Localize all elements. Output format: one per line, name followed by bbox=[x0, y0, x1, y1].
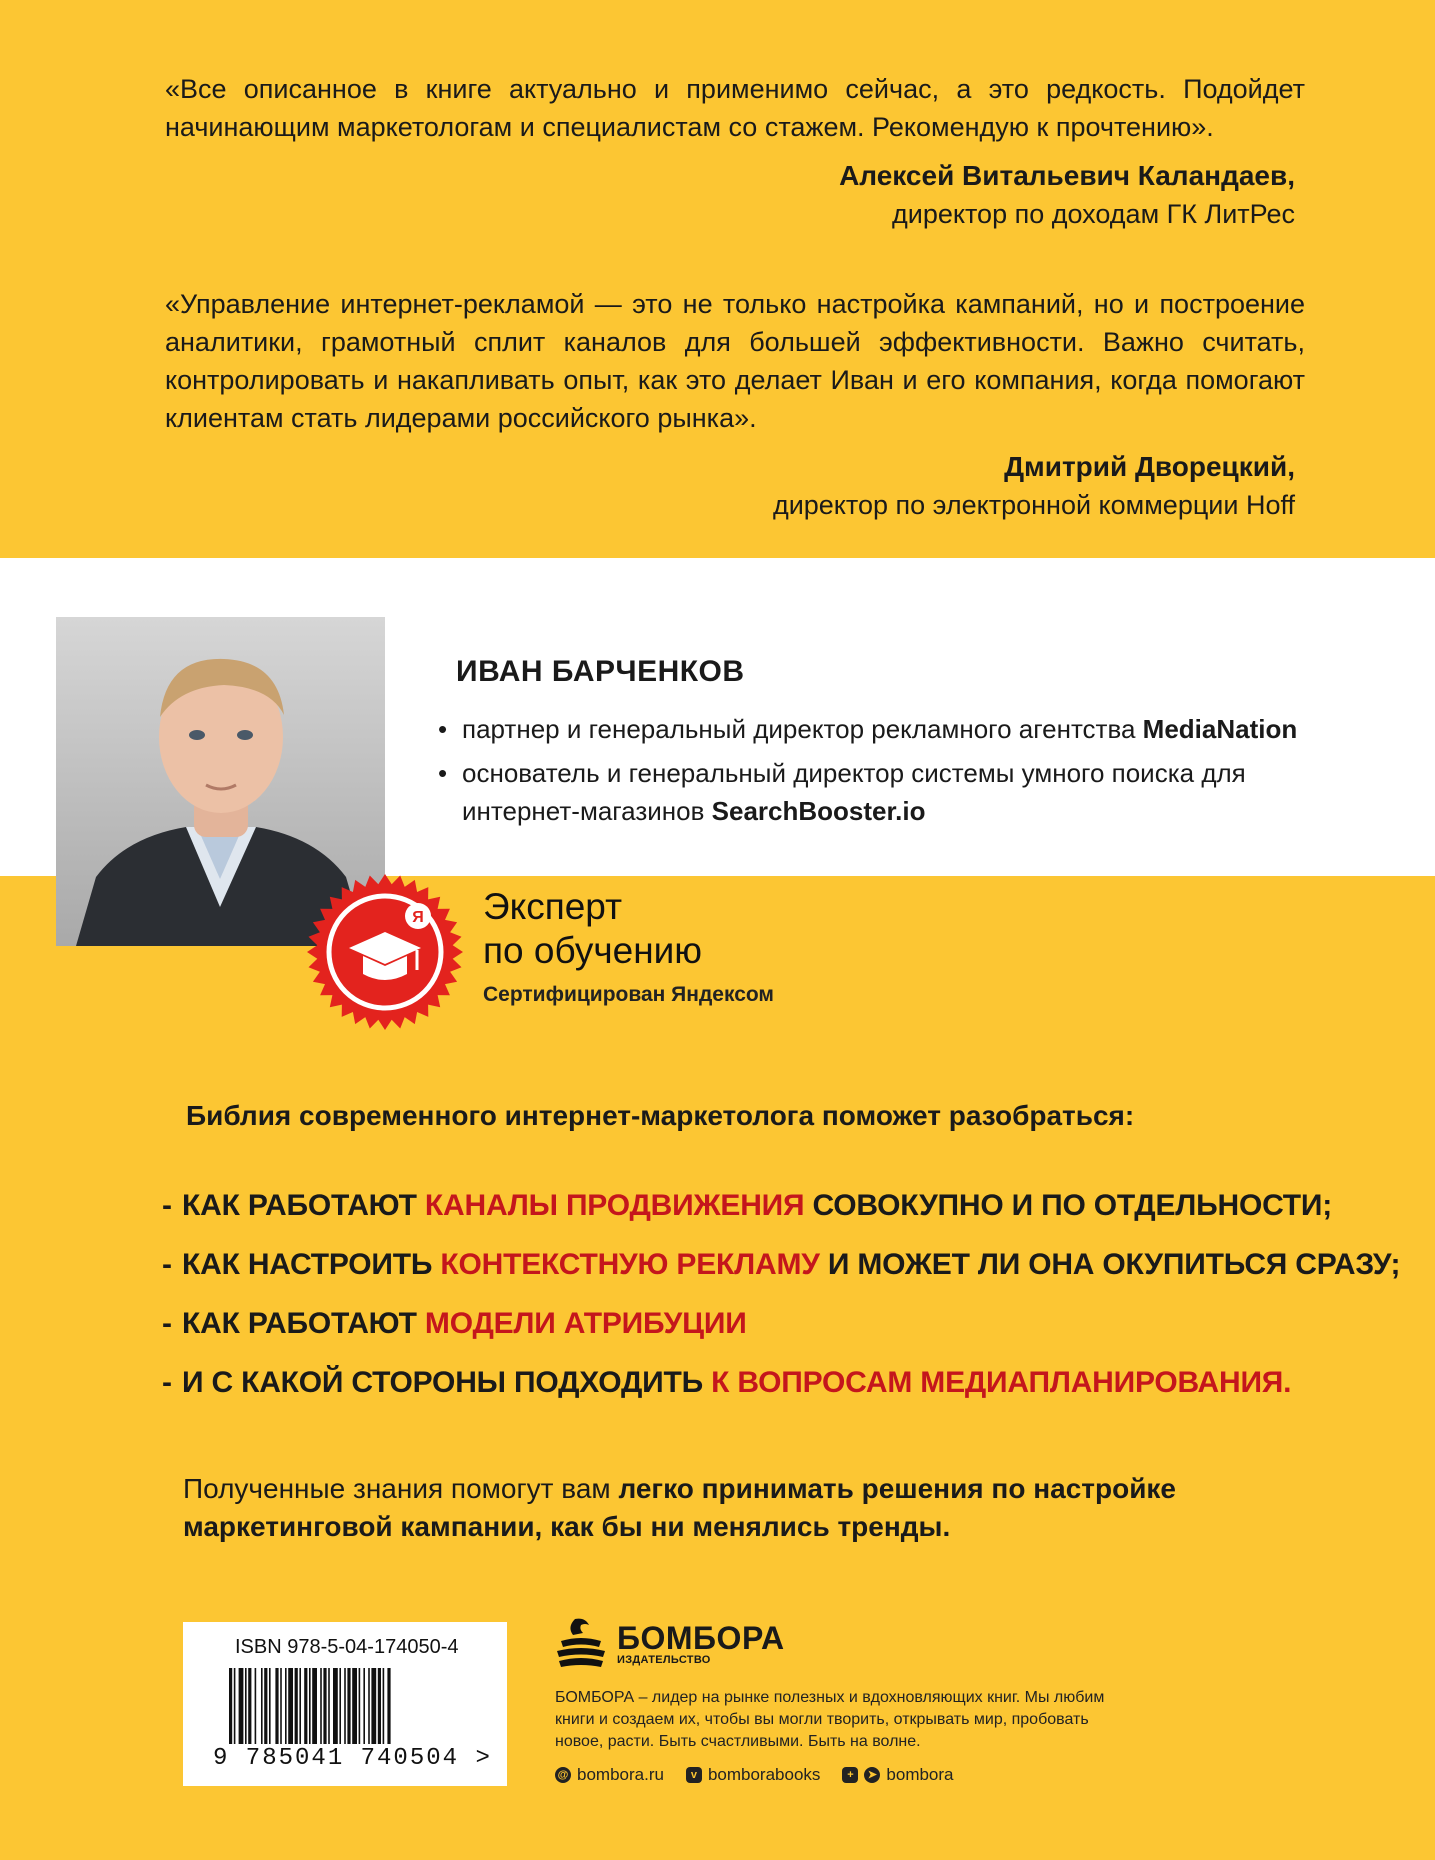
expert-title-line-1: Эксперт bbox=[483, 886, 623, 927]
bullets-intro: Библия современного интернет-маркетолога поможет разобраться: bbox=[186, 1100, 1135, 1131]
plus-icon: + bbox=[842, 1767, 858, 1783]
globe-icon: @ bbox=[555, 1767, 571, 1783]
quote-2-attribution bbox=[165, 447, 1305, 523]
publisher-links bbox=[555, 1765, 1115, 1785]
author-bullets bbox=[438, 710, 1338, 830]
barcode-icon bbox=[229, 1668, 461, 1744]
expert-certified: Сертифицирован Яндексом bbox=[483, 983, 774, 1006]
publisher-subtitle: ИЗДАТЕЛЬСТВО bbox=[617, 1654, 711, 1666]
quote-1-author: Алексей Витальевич Каландаев, bbox=[839, 160, 1295, 191]
bombora-logo-icon bbox=[555, 1617, 607, 1671]
topics-list bbox=[162, 1186, 1402, 1422]
brand-searchbooster: SearchBooster.io bbox=[711, 796, 926, 826]
topic-highlight: КОНТЕКСТНУЮ РЕКЛАМУ bbox=[440, 1248, 820, 1281]
topic-item: - КАК РАБОТАЮТ КАНАЛЫ ПРОДВИЖЕНИЯ СОВОКУПНО И ПО ОТДЕЛЬНОСТИ; bbox=[162, 1189, 1333, 1222]
topic-item: - КАК РАБОТАЮТ МОДЕЛИ АТРИБУЦИИ bbox=[162, 1307, 747, 1340]
yandex-expert-seal-icon bbox=[305, 872, 465, 1032]
quote-2 bbox=[165, 285, 1305, 523]
quote-1 bbox=[165, 70, 1305, 232]
quote-1-attribution bbox=[165, 156, 1305, 232]
vk-icon: v bbox=[686, 1767, 702, 1783]
website-link[interactable]: @ bombora.ru bbox=[555, 1765, 664, 1785]
topic-highlight: КАНАЛЫ ПРОДВИЖЕНИЯ bbox=[424, 1189, 805, 1222]
barcode-digits: 9 785041 740504 > bbox=[213, 1745, 492, 1772]
outro-text: Полученные знания помогут вам легко принимать решения по настройке маркетинговой кампании, как бы ни менялись тренды. bbox=[183, 1473, 1176, 1542]
author-bullet-1: • партнер и генеральный директор рекламного агентства MediaNation bbox=[438, 710, 1338, 748]
author-bullet-2: • основатель и генеральный директор системы умного поиска для интернет-магазинов SearchBooster.io bbox=[438, 754, 1338, 830]
quote-2-role: директор по электронной коммерции Hoff bbox=[772, 490, 1295, 520]
telegram-link[interactable]: + ➤ bombora bbox=[842, 1765, 953, 1785]
topic-item: - КАК НАСТРОИТЬ КОНТЕКСТНУЮ РЕКЛАМУ И МОЖЕТ ЛИ ОНА ОКУПИТЬСЯ СРАЗУ; bbox=[162, 1248, 1401, 1281]
publisher-logo bbox=[555, 1617, 1115, 1671]
quote-1-text: «Все описанное в книге актуально и применимо сейчас, а это редкость. Подойдет начинающим маркетологам и специалистам со стажем. Рекомендую к прочтению». bbox=[165, 74, 1305, 142]
topic-highlight: К ВОПРОСАМ МЕДИАПЛАНИРОВАНИЯ. bbox=[711, 1366, 1292, 1399]
author-name: ИВАН БАРЧЕНКОВ bbox=[456, 655, 745, 688]
author-info bbox=[438, 652, 1338, 836]
expert-badge-text bbox=[483, 885, 774, 1007]
quote-2-author: Дмитрий Дворецкий, bbox=[1004, 451, 1295, 482]
isbn-number: ISBN 978-5-04-174050-4 bbox=[235, 1636, 459, 1658]
publisher-block bbox=[555, 1617, 1115, 1785]
telegram-icon: ➤ bbox=[864, 1767, 880, 1783]
expert-title-line-2: по обучению bbox=[483, 930, 703, 971]
publisher-description: БОМБОРА – лидер на рынке полезных и вдохновляющих книг. Мы любим книги и создаем их, чтобы вы могли творить, открывать мир, пробовать новое, расти. Быть счастливыми. Быть на волне. bbox=[555, 1689, 1105, 1750]
seal-letter: Я bbox=[412, 909, 424, 926]
topic-item: - И С КАКОЙ СТОРОНЫ ПОДХОДИТЬ К ВОПРОСАМ МЕДИАПЛАНИРОВАНИЯ. bbox=[162, 1366, 1292, 1399]
quote-2-text: «Управление интернет-рекламой — это не только настройка кампаний, но и построение аналитики, грамотный сплит каналов для большей эффективности. Важно считать, контролировать и накапливать опыт, как это делает Иван и его компания, когда помогают клиентам стать лидерами российского рынка». bbox=[165, 289, 1305, 433]
topic-highlight: МОДЕЛИ АТРИБУЦИИ bbox=[424, 1307, 747, 1340]
vk-link[interactable]: v bomborabooks bbox=[686, 1765, 820, 1785]
isbn-barcode bbox=[183, 1622, 507, 1786]
quote-1-role: директор по доходам ГК ЛитРес bbox=[892, 199, 1295, 229]
publisher-name: БОМБОРА bbox=[617, 1620, 785, 1656]
brand-medianation: MediaNation bbox=[1142, 714, 1298, 744]
